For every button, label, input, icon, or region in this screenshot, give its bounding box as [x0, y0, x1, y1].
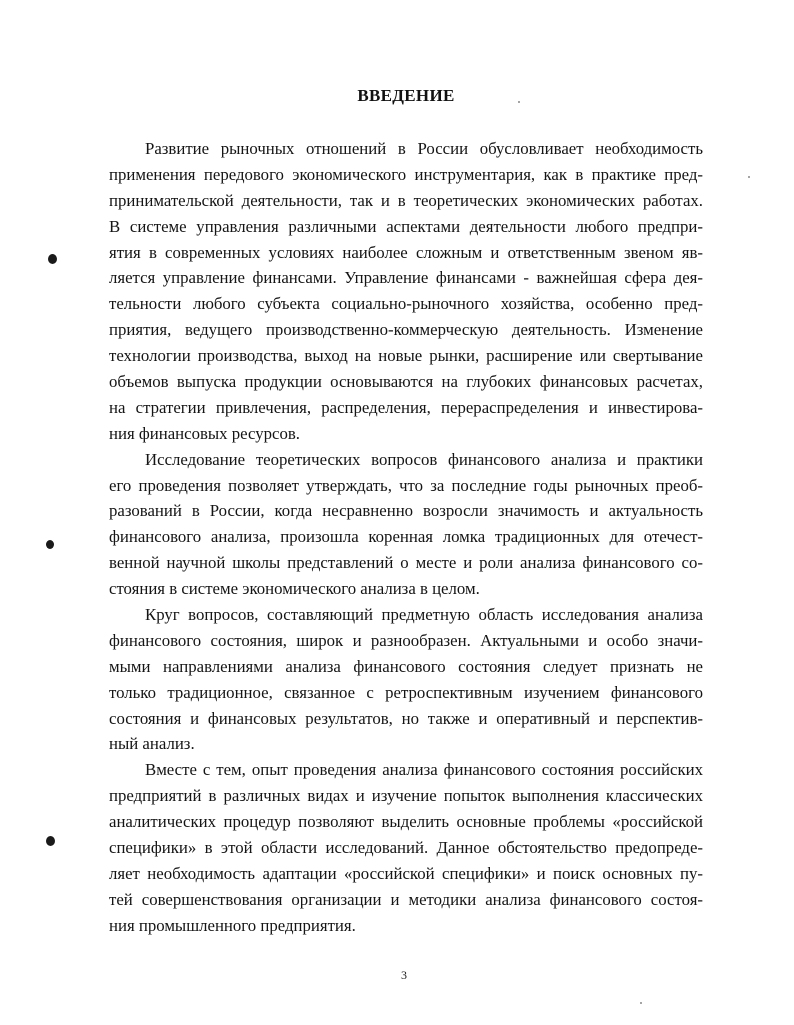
paragraph [109, 602, 703, 757]
paragraph-line: мыми направлениями анализа финансового состояния следует признать не [109, 656, 703, 676]
paragraph-line: на стратегии привлечения, распределения, перераспределения и инвестирова- [109, 397, 703, 417]
paragraph-line: Исследование теоретических вопросов финансового анализа и практики [145, 449, 703, 469]
paragraph-line: венной научной школы представлений о месте и роли анализа финансового со- [109, 553, 703, 573]
paragraph-line: ния финансовых ресурсов. [109, 423, 300, 443]
paragraph [109, 447, 703, 602]
paragraph-line: ляется управление финансами. Управление финансами - важнейшая сфера дея- [109, 268, 703, 288]
paragraph-line: разований в России, когда несравненно возросли значимость и актуальность [109, 501, 703, 521]
scan-speck [748, 176, 750, 178]
paragraph-line: предприятий в различных видах и изучение попыток выполнения классических [109, 786, 703, 806]
punch-hole-mark [46, 540, 54, 549]
paragraph-line: финансового анализа, произошла коренная ломка традиционных для отечест- [109, 527, 703, 547]
paragraph-line: применения передового экономического инструментария, как в практике пред- [109, 164, 703, 184]
paragraph-line: Круг вопросов, составляющий предметную область исследования анализа [145, 605, 703, 625]
document-body [109, 136, 703, 939]
paragraph-line: приятия, ведущего производственно-коммерческую деятельность. Изменение [109, 320, 703, 340]
paragraph-line: ятия в современных условиях наиболее сложным и ответственным звеном яв- [109, 242, 703, 262]
paragraph-line: ния промышленного предприятия. [109, 915, 356, 935]
paragraph-line: ляет необходимость адаптации «российской специфики» и поиск основных пу- [109, 863, 703, 883]
paragraph [109, 757, 703, 938]
paragraph-line: специфики» в этой области исследований. Данное обстоятельство предопреде- [109, 838, 703, 858]
paragraph-line: его проведения позволяет утверждать, что за последние годы рыночных преоб- [109, 475, 703, 495]
paragraph-line: принимательской деятельности, так и в теоретических экономических работах. [109, 190, 703, 210]
paragraph-line: тей совершенствования организации и методики анализа финансового состоя- [109, 889, 703, 909]
paragraph-line: аналитических процедур позволяют выделить основные проблемы «российской [109, 812, 703, 832]
paragraph [109, 136, 703, 447]
paragraph-line: Вместе с тем, опыт проведения анализа финансового состояния российских [145, 760, 703, 780]
paragraph-line: В системе управления различными аспектами деятельности любого предпри- [109, 216, 703, 236]
paragraph-line: тельности любого субъекта социально-рыночного хозяйства, особенно пред- [109, 294, 703, 314]
page-number: 3 [401, 968, 407, 982]
paragraph-line: технологии производства, выход на новые рынки, расширение или свертывание [109, 346, 703, 366]
paragraph-line: состояния и финансовых результатов, но также и оперативный и перспектив- [109, 708, 703, 728]
paragraph-line: ный анализ. [109, 734, 195, 754]
paragraph-line: Развитие рыночных отношений в России обусловливает необходимость [145, 139, 703, 158]
paragraph-line: объемов выпуска продукции основываются на глубоких финансовых расчетах, [109, 372, 703, 392]
punch-hole-mark [46, 836, 55, 846]
paragraph-line: финансового состояния, широк и разнообразен. Актуальными и особо значи- [109, 630, 703, 650]
punch-hole-mark [48, 254, 57, 264]
scan-speck [640, 1002, 642, 1004]
paragraph-line: стояния в системе экономического анализа в целом. [109, 579, 480, 599]
page-title: ВВЕДЕНИЕ [357, 86, 455, 105]
paragraph-line: только традиционное, связанное с ретроспективным изучением финансового [109, 682, 703, 702]
